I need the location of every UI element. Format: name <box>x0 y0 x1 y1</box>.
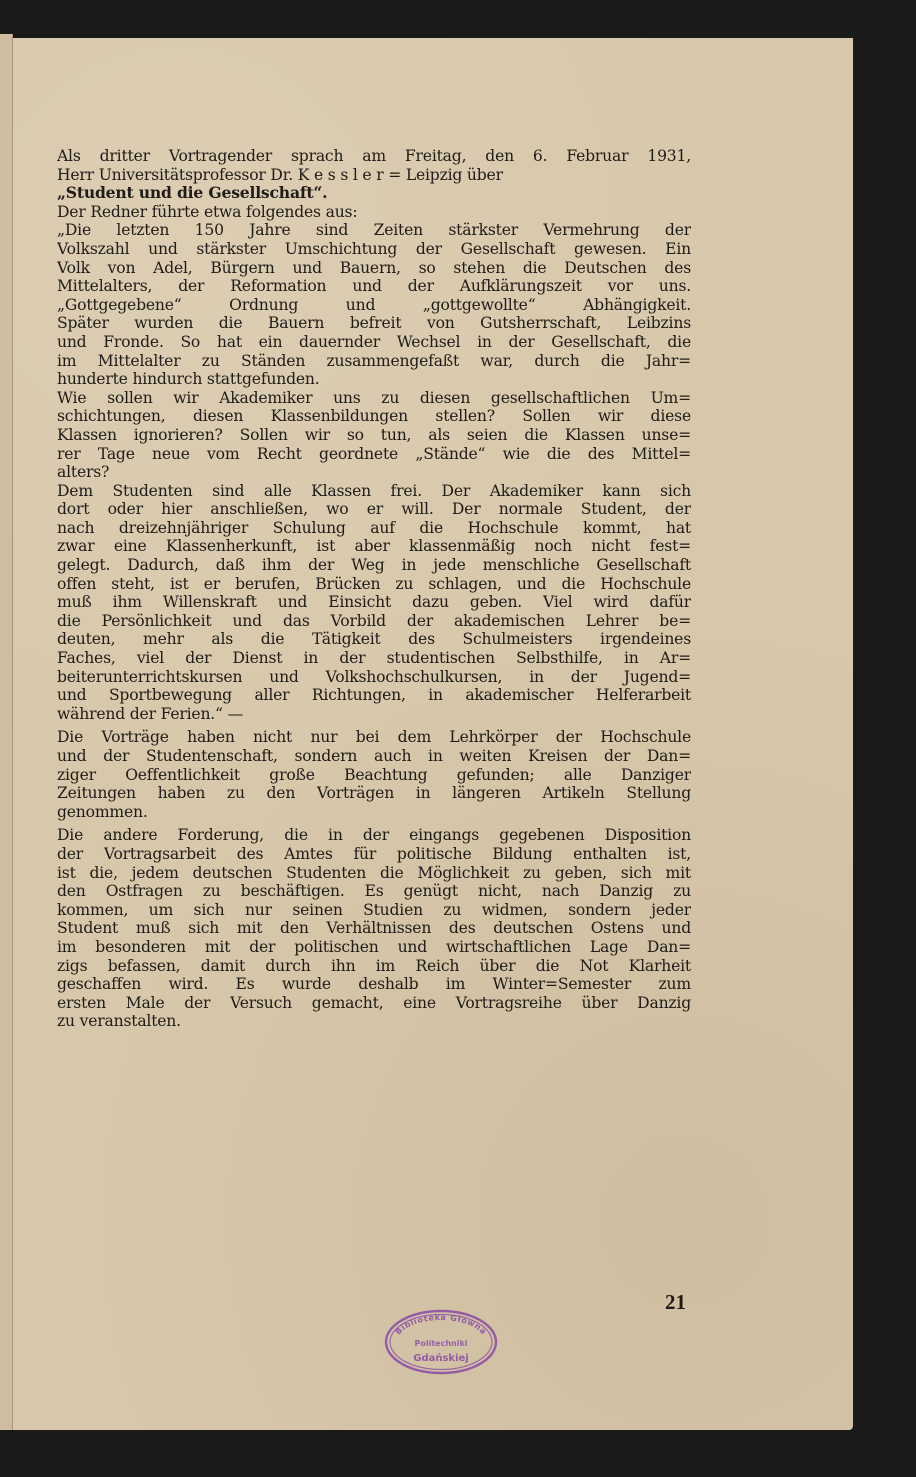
text-line: ist die, jedem deutschen Studenten die Möglichkeit zu geben, sich mit <box>57 863 691 882</box>
text-line: Herr Universitätsprofessor Dr. K e s s l e r = Leipzig über <box>57 165 503 184</box>
text-line: deuten, mehr als die Tätigkeit des Schulmeisters irgendeines <box>57 630 691 649</box>
text-line: offen steht, ist er berufen, Brücken zu schlagen, und die Hochschule <box>57 574 691 593</box>
text-line: während der Ferien.“ — <box>57 704 243 723</box>
text-line: beiterunterrichtskursen und Volkshochschulkursen, in der Jugend= <box>57 667 691 686</box>
text-line: Als dritter Vortragender sprach am Freitag, den 6. Februar 1931, <box>57 147 691 165</box>
text-line: schichtungen, diesen Klassenbildungen stellen? Sollen wir diese <box>57 407 691 426</box>
text-line: Klassen ignorieren? Sollen wir so tun, als seien die Klassen unse= <box>57 425 691 444</box>
page-number: 21 <box>665 1290 686 1314</box>
text-line: im besonderen mit der politischen und wirtschaftlichen Lage Dan= <box>57 937 691 956</box>
text-line: Wie sollen wir Akademiker uns zu diesen gesellschaftlichen Um= <box>57 388 691 407</box>
text-line: und der Studentenschaft, sondern auch in weiten Kreisen der Dan= <box>57 747 691 765</box>
text-line: genommen. <box>57 802 148 821</box>
lecture-title-line: „Student und die Gesellschaft“. <box>57 184 328 203</box>
stamp-text-middle: Politechniki <box>414 1339 468 1348</box>
text-line: „Die letzten 150 Jahre sind Zeiten stärkster Vermehrung der <box>57 221 691 240</box>
text-line: Der Redner führte etwa folgendes aus: <box>57 202 358 221</box>
text-line: Volk von Adel, Bürgern und Bauern, so stehen die Deutschen des <box>57 258 691 277</box>
text-line: Student muß sich mit den Verhältnissen des deutschen Ostens und <box>57 919 691 938</box>
facing-page-edge <box>0 34 13 1430</box>
text-line: Die Vorträge haben nicht nur bei dem Lehrkörper der Hochschule <box>57 728 691 747</box>
body-text <box>57 147 691 1031</box>
text-line: Später wurden die Bauern befreit von Gutsherrschaft, Leibzins <box>57 314 691 333</box>
text-line: Dem Studenten sind alle Klassen frei. Der Akademiker kann sich <box>57 481 691 500</box>
text-line: und Sportbewegung aller Richtungen, in akademischer Helferarbeit <box>57 686 691 705</box>
text-line: zu veranstalten. <box>57 1012 181 1031</box>
text-line: zigs befassen, damit durch ihn im Reich über die Not Klarheit <box>57 956 691 975</box>
text-line: die Persönlichkeit und das Vorbild der akademischen Lehrer be= <box>57 611 691 630</box>
text-line: gelegt. Dadurch, daß ihm der Weg in jede menschliche Gesellschaft <box>57 556 691 575</box>
stamp-text-bottom: Gdańskiej <box>413 1353 469 1364</box>
text-line: hunderte hindurch stattgefunden. <box>57 370 320 389</box>
library-stamp <box>383 1308 499 1376</box>
text-line: der Vortragsarbeit des Amtes für politische Bildung enthalten ist, <box>57 844 691 863</box>
text-line: Zeitungen haben zu den Vorträgen in längeren Artikeln Stellung <box>57 784 691 803</box>
text-line: geschaffen wird. Es wurde deshalb im Winter=Semester zum <box>57 975 691 994</box>
text-line: rer Tage neue vom Recht geordnete „Stände“ wie die des Mittel= <box>57 444 691 463</box>
text-line: zwar eine Klassenherkunft, ist aber klassenmäßig noch nicht fest= <box>57 537 691 556</box>
text-line: „Gottgegebene“ Ordnung und „gottgewollte“ Abhängigkeit. <box>57 295 691 314</box>
text-line: kommen, um sich nur seinen Studien zu widmen, sondern jeder <box>57 900 691 919</box>
text-line: Volkszahl und stärkster Umschichtung der Gesellschaft gewesen. Ein <box>57 239 691 258</box>
text-line: ziger Oeffentlichkeit große Beachtung gefunden; alle Danziger <box>57 765 691 784</box>
text-line: muß ihm Willenskraft und Einsicht dazu geben. Viel wird dafür <box>57 593 691 612</box>
text-line: Faches, viel der Dienst in der studentischen Selbsthilfe, in Ar= <box>57 649 691 668</box>
stamp-text-top: Biblioteka Główna <box>393 1312 489 1337</box>
text-line: ersten Male der Versuch gemacht, eine Vortragsreihe über Danzig <box>57 993 691 1012</box>
text-line: alters? <box>57 463 110 482</box>
text-line: dort oder hier anschließen, wo er will. Der normale Student, der <box>57 500 691 519</box>
text-line: Die andere Forderung, die in der eingangs gegebenen Disposition <box>57 826 691 845</box>
text-line: den Ostfragen zu beschäftigen. Es genügt nicht, nach Danzig zu <box>57 882 691 901</box>
text-line: nach dreizehnjähriger Schulung auf die Hochschule kommt, hat <box>57 518 691 537</box>
text-line: im Mittelalter zu Ständen zusammengefaßt war, durch die Jahr= <box>57 351 691 370</box>
text-line: und Fronde. So hat ein dauernder Wechsel in der Gesellschaft, die <box>57 332 691 351</box>
text-line: Mittelalters, der Reformation und der Aufklärungszeit vor uns. <box>57 277 691 296</box>
